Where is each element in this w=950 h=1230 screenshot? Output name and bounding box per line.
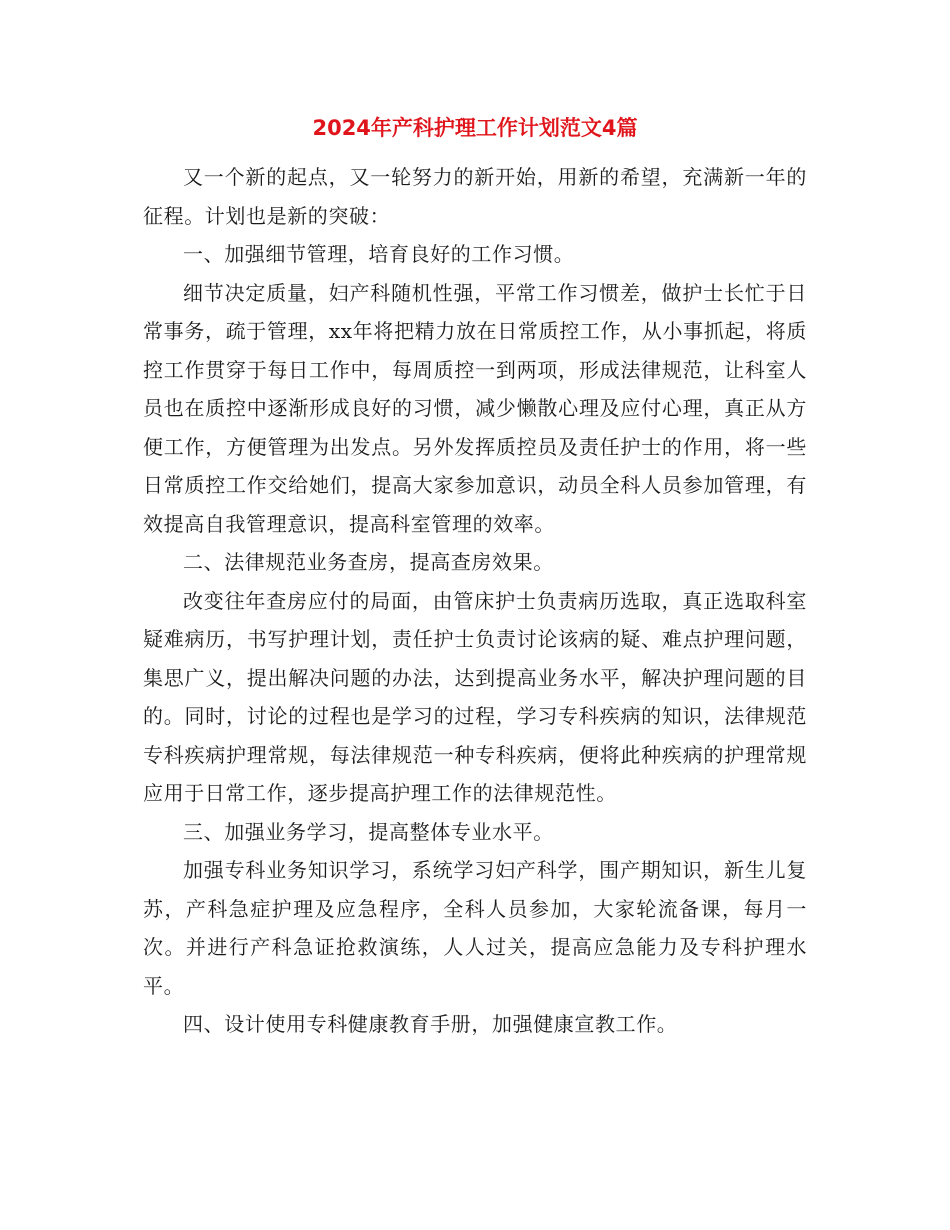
section-2-paragraph: 改变往年查房应付的局面，由管床护士负责病历选取，真正选取科室疑难病历，书写护理计划，责任护士负责讨论该病的疑、难点护理问题，集思广义，提出解决问题的办法，达到提高业务水平，解决护理问题的目的。同时，讨论的过程也是学习的过程，学习专科疾病的知识，法律规范专科疾病护理常规，每法律规范一种专科疾病，便将此种疾病的护理常规应用于日常工作，逐步提高护理工作的法律规范性。: [143, 588, 807, 805]
section-3-paragraph: 加强专科业务知识学习，系统学习妇产科学，围产期知识，新生儿复苏，产科急症护理及应急程序，全科人员参加，大家轮流备课，每月一次。并进行产科急证抢救演练，人人过关，提高应急能力及专科护理水平。: [143, 858, 807, 998]
document-title: 2024年产科护理工作计划范文4篇: [312, 116, 638, 140]
document-body: [143, 158, 807, 1044]
section-heading-3: 三、加强业务学习，提高整体专业水平。: [183, 819, 554, 844]
section-1-paragraph: 细节决定质量，妇产科随机性强，平常工作习惯差，做护士长忙于日常事务，疏于管理，xx年将把精力放在日常质控工作，从小事抓起，将质控工作贯穿于每日工作中，每周质控一到两项，形成法律规范，让科室人员也在质控中逐渐形成良好的习惯，减少懒散心理及应付心理，真正从方便工作，方便管理为出发点。另外发挥质控员及责任护士的作用，将一些日常质控工作交给她们，提高大家参加意识，动员全科人员参加管理，有效提高自我管理意识，提高科室管理的效率。: [143, 280, 807, 536]
section-heading-1: 一、加强细节管理，培育良好的工作习惯。: [183, 242, 575, 266]
intro-paragraph: 又一个新的起点，又一轮努力的新开始，用新的希望，充满新一年的征程。计划也是新的突破：: [143, 165, 807, 228]
section-heading-4: 四、设计使用专科健康教育手册，加强健康宣教工作。: [183, 1012, 678, 1036]
section-heading-2: 二、法律规范业务查房，提高查房效果。: [183, 550, 554, 574]
